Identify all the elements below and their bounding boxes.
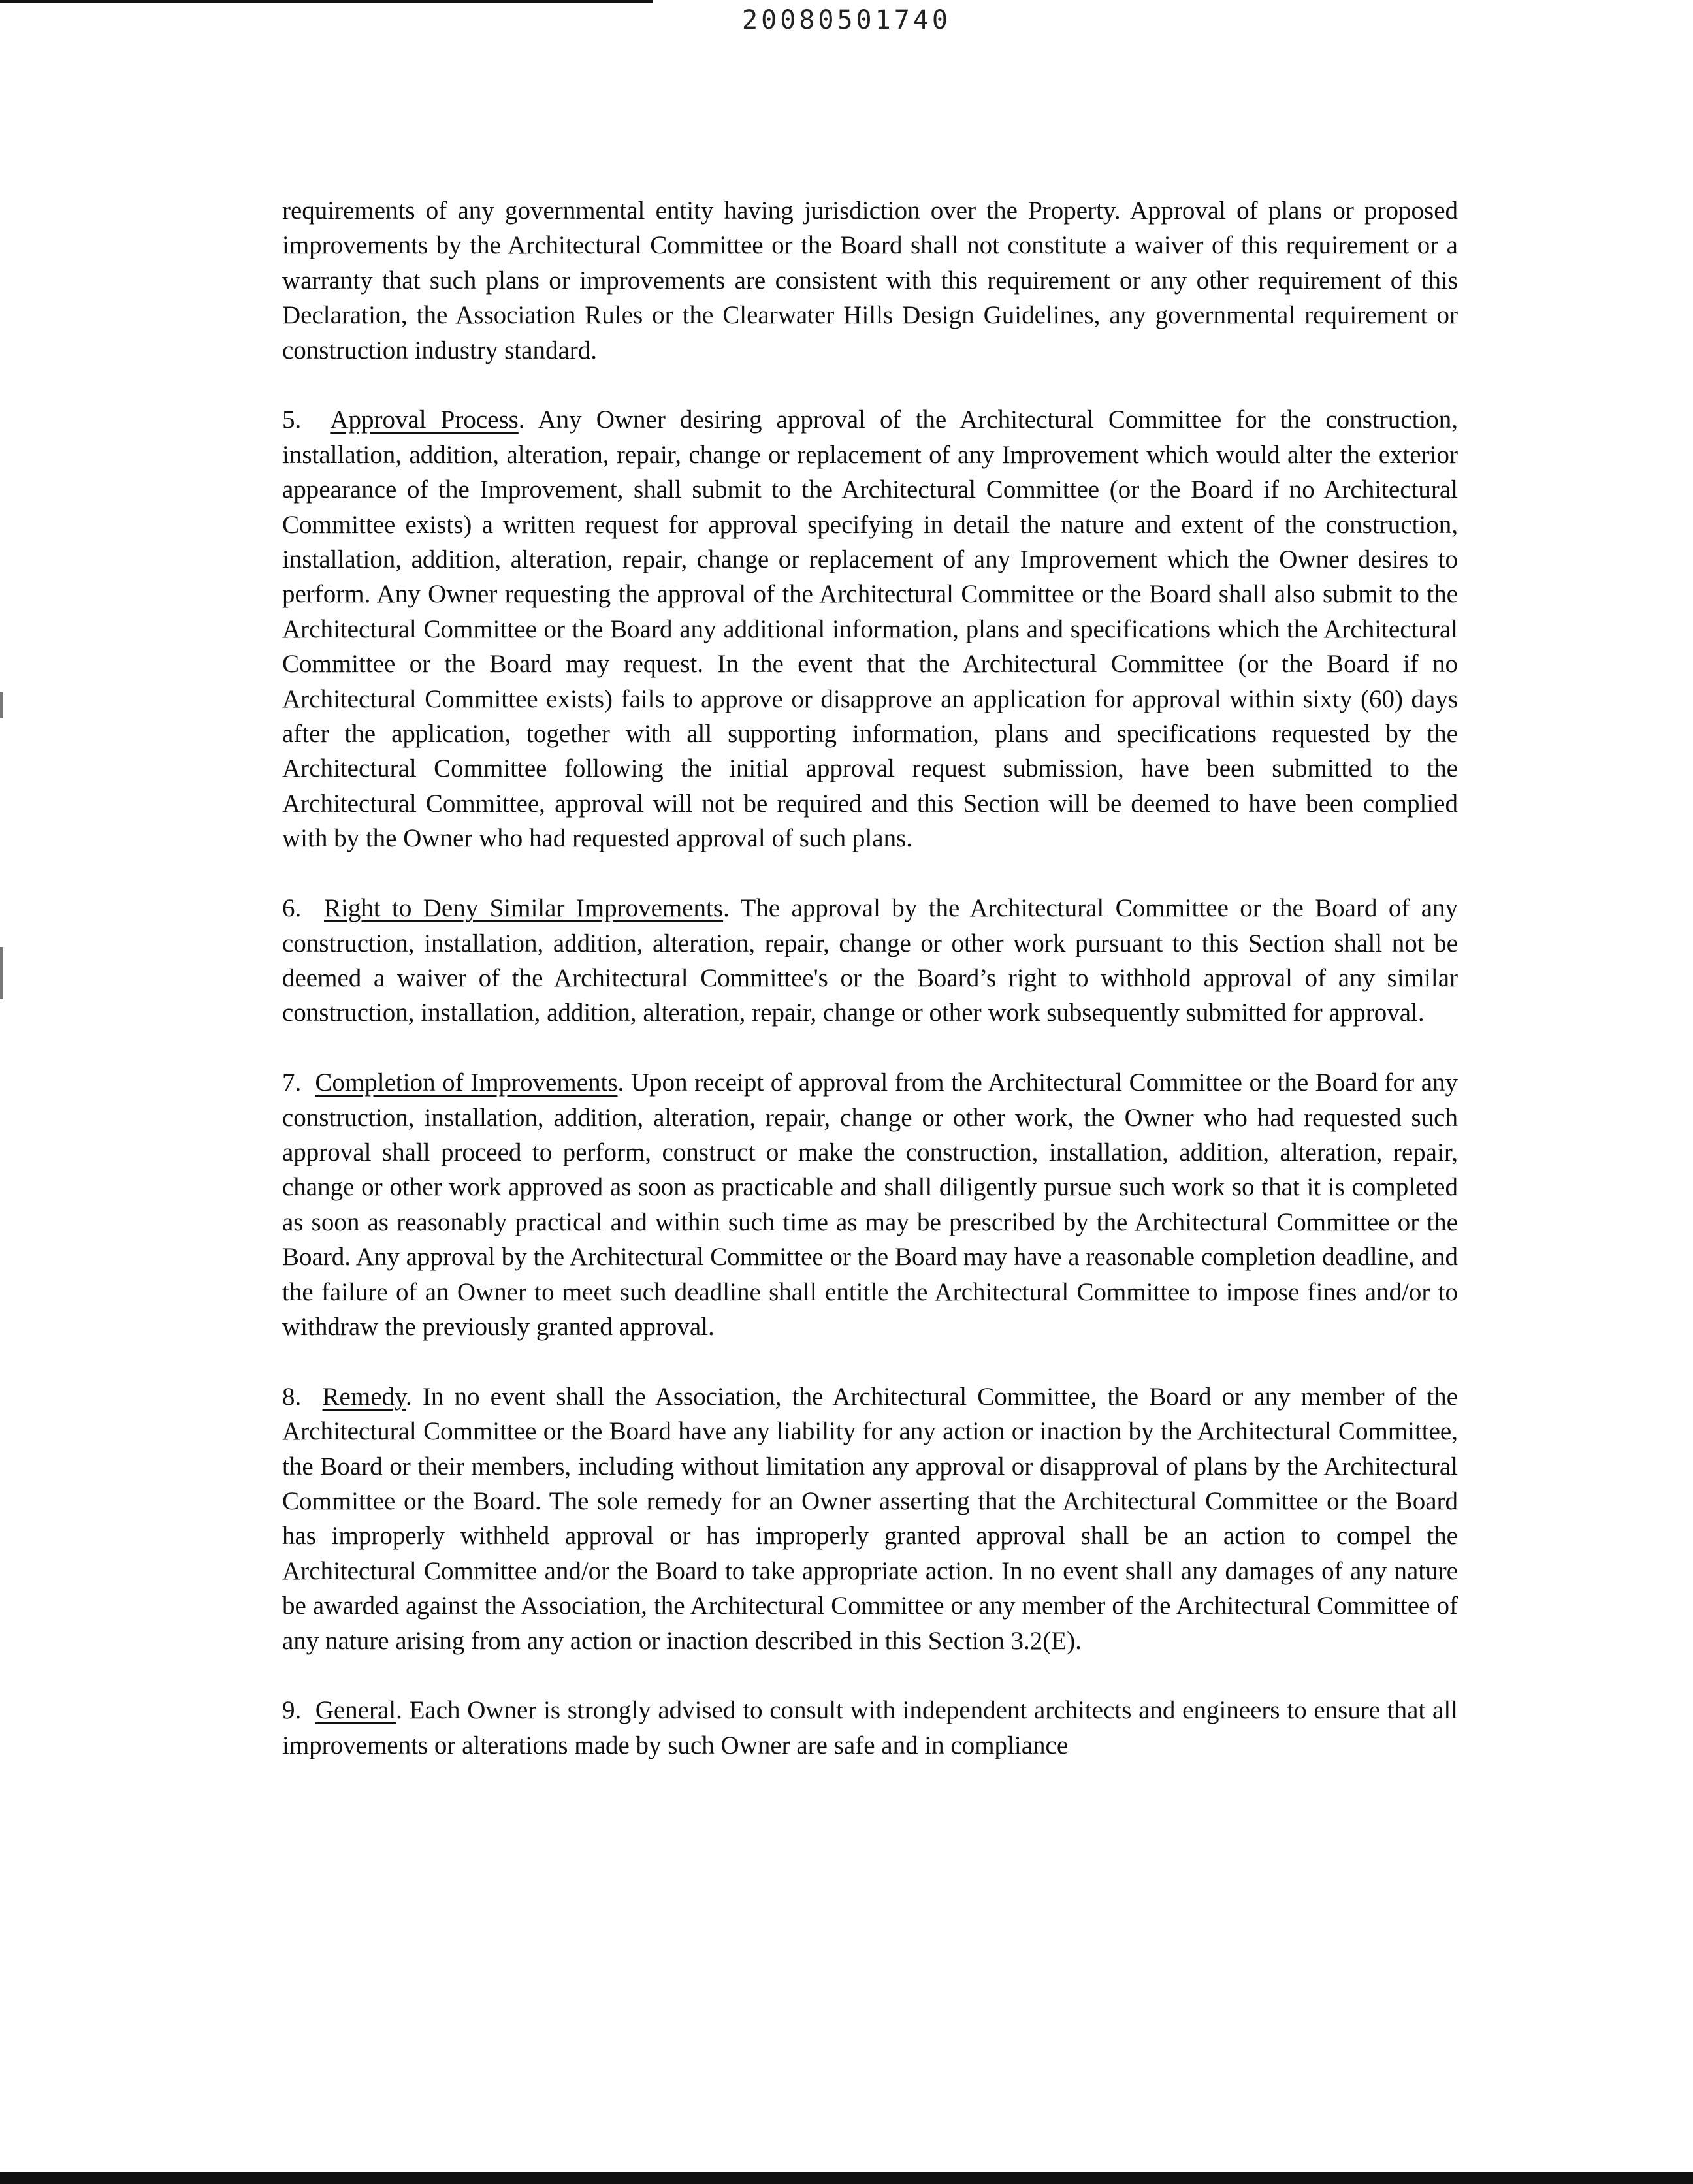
section-number: 7. (282, 1068, 302, 1097)
section-body: . Upon receipt of approval from the Architectural Committee or the Board for any construction, installation, addition, alteration, repair, change or other work, the Owner who had requested such approval shall proceed to perform, construct or make the construction, installation, addition, alteration, repair, change or other work approved as soon as practicable and shall diligently pursue such work so that it is completed as soon as reasonably practical and within such time as may be prescribed by the Architectural Committee or the Board. Any approval by the Architectural Committee or the Board may have a reasonable completion deadline, and the failure of an Owner to meet such deadline shall entitle the Architectural Committee to impose fines and/or to withdraw the previously granted approval. (282, 1068, 1458, 1341)
top-edge-rule (0, 0, 653, 3)
section-body: . In no event shall the Association, the Architectural Committee, the Board or any member of the Architectural Committee or the Board have any liability for any action or inaction by the Architectural Committee, the Board or their members, including without limitation any approval or disapproval of plans by the Architectural Committee or the Board. The sole remedy for an Owner asserting that the Architectural Committee or the Board has improperly withheld approval or has improperly granted approval shall be an action to compel the Architectural Committee and/or the Board to take appropriate action. In no event shall any damages of any nature be awarded against the Association, the Architectural Committee or any member of the Architectural Committee of any nature arising from any action or inaction described in this Section 3.2(E). (282, 1382, 1458, 1655)
section-body: . The approval by the Architectural Committee or the Board of any construction, installation, addition, alteration, repair, change or other work pursuant to this Section shall not be deemed a waiver of the Architectural Committee's or the Board’s right to withhold approval of any similar construction, installation, addition, alteration, repair, change or other work subsequently submitted for approval. (282, 894, 1459, 1027)
scan-margin-marks (0, 692, 4, 1019)
page-body (282, 193, 1458, 1763)
section-5 (282, 402, 1458, 856)
section-number: 6. (282, 894, 302, 923)
section-heading: Completion of Improvements (315, 1068, 618, 1097)
document-number: 20080501740 (742, 5, 951, 35)
section-body: . Each Owner is strongly advised to consult with independent architects and engineers to ensure that all improvements or alterations made by such Owner are safe and in compliance (282, 1696, 1459, 1759)
bottom-scan-edge (0, 2172, 1693, 2184)
section-body: . Any Owner desiring approval of the Architectural Committee for the construction, installation, addition, alteration, repair, change or replacement of any Improvement which would alter the exterior appearance of the Improvement, shall submit to the Architectural Committee (or the Board if no Architectural Committee exists) a written request for approval specifying in detail the nature and extent of the construction, installation, addition, alteration, repair, change or replacement of any Improvement which the Owner desires to perform. Any Owner requesting the approval of the Architectural Committee or the Board shall also submit to the Architectural Committee or the Board any additional information, plans and specifications which the Architectural Committee or the Board may request. In the event that the Architectural Committee (or the Board if no Architectural Committee exists) fails to approve or disapprove an application for approval within sixty (60) days after the application, together with all supporting information, plans and specifications requested by the Architectural Committee following the initial approval request submission, have been submitted to the Architectural Committee, approval will not be required and this Section will be deemed to have been complied with by the Owner who had requested approval of such plans. (282, 406, 1458, 853)
section-6 (282, 891, 1458, 1031)
section-heading: Right to Deny Similar Improvements (324, 894, 724, 923)
section-number: 8. (282, 1382, 302, 1411)
section-8 (282, 1379, 1458, 1658)
section-heading: Approval Process (330, 406, 519, 434)
continued-paragraph: requirements of any governmental entity having jurisdiction over the Property. Approval of plans or proposed improvements by the Architectural Committee or the Board shall not constitute a waiver of this requirement or a warranty that such plans or improvements are consistent with this requirement or any other requirement of this Declaration, the Association Rules or the Clearwater Hills Design Guidelines, any governmental requirement or construction industry standard. (282, 197, 1458, 364)
section-number: 5. (282, 406, 302, 434)
section-9 (282, 1693, 1458, 1763)
section-heading: General (315, 1696, 396, 1725)
section-7 (282, 1065, 1458, 1344)
section-number: 9. (282, 1696, 302, 1725)
section-heading: Remedy (322, 1382, 406, 1411)
